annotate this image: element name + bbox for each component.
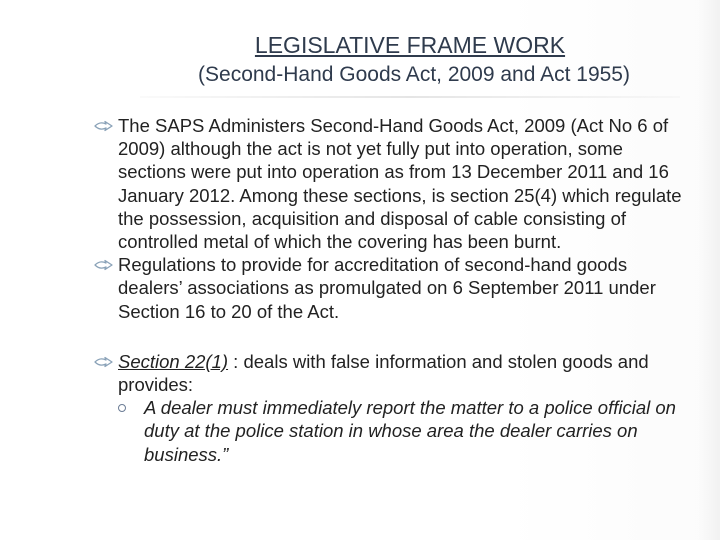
bullet-text: The SAPS Administers Second-Hand Goods Act, 2009 (Act No 6 of 2009) although the act is not yet fully put into operation, some sections were put into operation as from 13 December 2011 and 16 January 2012. Among these sections, is section 25(4) which regulate the possession, acquisition and disposal of cable consisting of controlled metal of which the covering has been burnt. — [118, 115, 682, 253]
bullet-text: : deals with false information and stolen goods and provides: — [118, 350, 649, 396]
bullet-item — [92, 114, 682, 253]
arrow-bullet-icon — [94, 259, 114, 271]
title-divider — [140, 96, 680, 98]
arrow-bullet-icon — [94, 356, 114, 368]
sub-bullet-item — [92, 396, 682, 466]
bullet-item — [92, 350, 682, 396]
sub-bullet-text: A dealer must immediately report the matter to a police official on duty at the police station in whose area the dealer carries on business.” — [144, 397, 676, 465]
slide-subtitle: (Second-Hand Goods Act, 2009 and Act 1955) — [198, 63, 630, 86]
bullet-text: Regulations to provide for accreditation of second-hand goods dealers’ associations as promulgated on 6 September 2011 under Section 16 to 20 of the Act. — [118, 254, 656, 322]
bullet-item — [92, 253, 682, 323]
ring-bullet-icon — [118, 404, 126, 412]
slide-edge-shadow — [698, 0, 720, 540]
content-body — [92, 114, 682, 484]
section-reference: Section 22(1) — [118, 350, 229, 372]
slide-title: LEGISLATIVE FRAME WORK — [254, 32, 566, 58]
title-block — [130, 30, 690, 89]
arrow-bullet-icon — [94, 120, 114, 132]
